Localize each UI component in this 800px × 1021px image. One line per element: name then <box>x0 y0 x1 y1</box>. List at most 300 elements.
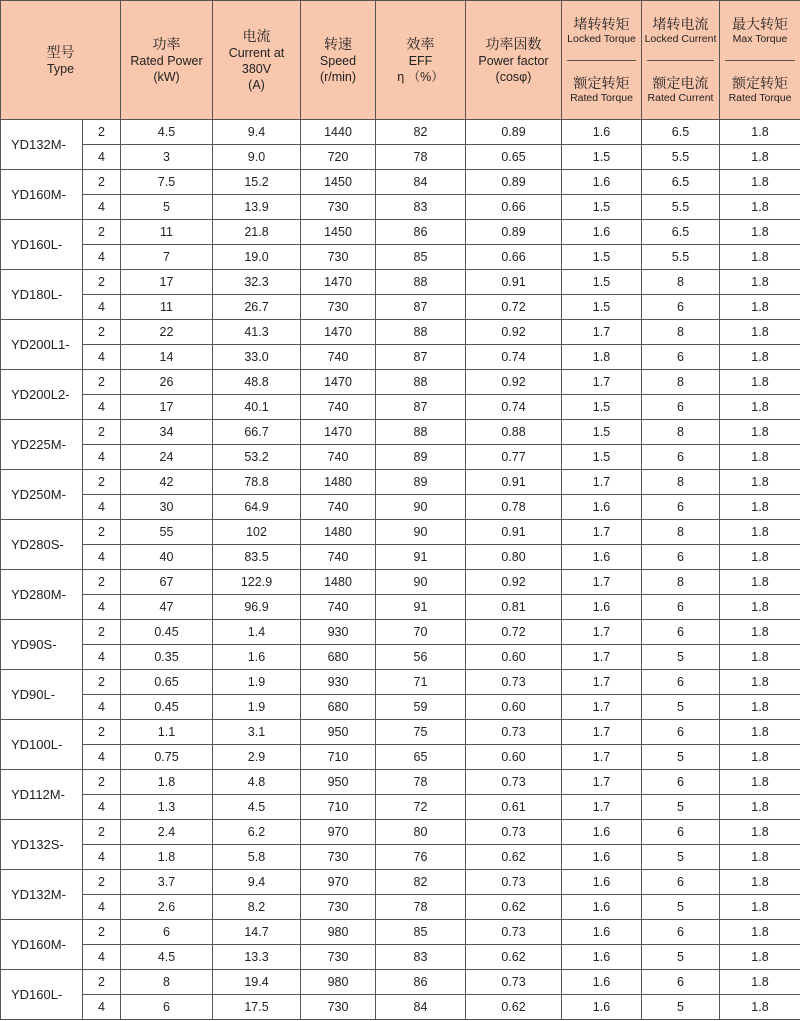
value-cell: 90 <box>376 570 466 595</box>
value-cell: 11 <box>121 295 213 320</box>
value-cell: 32.3 <box>213 270 301 295</box>
value-cell: 1.8 <box>720 595 800 620</box>
col-header-eff <box>376 1 466 120</box>
value-cell: 1.1 <box>121 720 213 745</box>
value-cell: 1.8 <box>720 520 800 545</box>
pole-cell: 2 <box>83 920 121 945</box>
value-cell: 5 <box>642 995 720 1020</box>
value-cell: 1.7 <box>562 645 642 670</box>
value-cell: 59 <box>376 695 466 720</box>
table-row <box>1 995 800 1020</box>
value-cell: 4.5 <box>121 120 213 145</box>
value-cell: 1.6 <box>562 870 642 895</box>
value-cell: 0.74 <box>466 395 562 420</box>
model-type-cell: YD200L2- <box>1 370 83 420</box>
value-cell: 88 <box>376 320 466 345</box>
value-cell: 0.80 <box>466 545 562 570</box>
table-row <box>1 945 800 970</box>
value-cell: 0.45 <box>121 620 213 645</box>
value-cell: 8 <box>642 420 720 445</box>
power-cn: 功率 <box>152 35 181 52</box>
speed-en: Speed <box>319 53 357 68</box>
table-row <box>1 670 800 695</box>
value-cell: 14.7 <box>213 920 301 945</box>
table-row <box>1 395 800 420</box>
value-cell: 48.8 <box>213 370 301 395</box>
value-cell: 6 <box>642 870 720 895</box>
value-cell: 730 <box>301 945 376 970</box>
value-cell: 1.9 <box>213 670 301 695</box>
value-cell: 1.6 <box>562 545 642 570</box>
value-cell: 1.6 <box>562 495 642 520</box>
speed-cn: 转速 <box>324 35 352 52</box>
value-cell: 0.65 <box>466 145 562 170</box>
value-cell: 680 <box>301 645 376 670</box>
pole-cell: 2 <box>83 170 121 195</box>
value-cell: 9.4 <box>213 870 301 895</box>
value-cell: 87 <box>376 295 466 320</box>
value-cell: 0.92 <box>466 570 562 595</box>
rated-torque-cn: 额定转矩 <box>573 74 630 91</box>
value-cell: 30 <box>121 495 213 520</box>
value-cell: 7 <box>121 245 213 270</box>
value-cell: 0.62 <box>466 895 562 920</box>
value-cell: 7.5 <box>121 170 213 195</box>
value-cell: 1.6 <box>213 645 301 670</box>
value-cell: 6 <box>642 345 720 370</box>
value-cell: 740 <box>301 495 376 520</box>
value-cell: 740 <box>301 595 376 620</box>
pole-cell: 2 <box>83 470 121 495</box>
value-cell: 0.73 <box>466 920 562 945</box>
model-type-cell: YD132S- <box>1 820 83 870</box>
pole-cell: 4 <box>83 295 121 320</box>
value-cell: 1.6 <box>562 920 642 945</box>
pole-cell: 4 <box>83 945 121 970</box>
table-row <box>1 520 800 545</box>
value-cell: 34 <box>121 420 213 445</box>
pole-cell: 4 <box>83 395 121 420</box>
value-cell: 0.73 <box>466 670 562 695</box>
pole-cell: 2 <box>83 570 121 595</box>
value-cell: 0.62 <box>466 945 562 970</box>
value-cell: 0.60 <box>466 695 562 720</box>
value-cell: 3.7 <box>121 870 213 895</box>
value-cell: 1.8 <box>720 670 800 695</box>
value-cell: 1.7 <box>562 745 642 770</box>
value-cell: 6 <box>121 920 213 945</box>
value-cell: 6 <box>642 620 720 645</box>
value-cell: 84 <box>376 995 466 1020</box>
value-cell: 6 <box>642 545 720 570</box>
value-cell: 8 <box>642 520 720 545</box>
value-cell: 5.5 <box>642 195 720 220</box>
max-torque-en: Max Torque <box>732 32 788 45</box>
value-cell: 1.8 <box>720 745 800 770</box>
value-cell: 1.8 <box>720 770 800 795</box>
pole-cell: 4 <box>83 245 121 270</box>
value-cell: 1.8 <box>720 220 800 245</box>
value-cell: 730 <box>301 895 376 920</box>
value-cell: 8 <box>642 320 720 345</box>
value-cell: 6 <box>642 595 720 620</box>
value-cell: 1.5 <box>562 145 642 170</box>
table-row <box>1 745 800 770</box>
col-header-current <box>213 1 301 120</box>
value-cell: 1.8 <box>720 345 800 370</box>
locked-torque-cn: 堵转转矩 <box>573 15 630 32</box>
current-en2: 380V <box>241 61 272 76</box>
pf-cn: 功率因数 <box>485 35 542 52</box>
table-row <box>1 445 800 470</box>
value-cell: 1.8 <box>720 545 800 570</box>
value-cell: 1.8 <box>720 120 800 145</box>
value-cell: 5 <box>642 695 720 720</box>
rated-torque-en: Rated Torque <box>570 91 633 104</box>
value-cell: 17.5 <box>213 995 301 1020</box>
model-type-cell: YD250M- <box>1 470 83 520</box>
pole-cell: 4 <box>83 895 121 920</box>
value-cell: 1.8 <box>720 720 800 745</box>
value-cell: 6.2 <box>213 820 301 845</box>
table-row <box>1 420 800 445</box>
value-cell: 0.60 <box>466 645 562 670</box>
locked-current-cn: 堵转电流 <box>652 15 709 32</box>
value-cell: 85 <box>376 920 466 945</box>
power-unit: (kW) <box>153 69 180 84</box>
value-cell: 1.5 <box>562 195 642 220</box>
col-header-locked-current <box>642 1 720 120</box>
value-cell: 1.8 <box>720 445 800 470</box>
value-cell: 6.5 <box>642 170 720 195</box>
pole-cell: 2 <box>83 970 121 995</box>
value-cell: 0.89 <box>466 120 562 145</box>
model-type-cell: YD180L- <box>1 270 83 320</box>
value-cell: 1.8 <box>720 170 800 195</box>
value-cell: 0.72 <box>466 295 562 320</box>
value-cell: 1.6 <box>562 170 642 195</box>
value-cell: 17 <box>121 270 213 295</box>
value-cell: 5 <box>121 195 213 220</box>
value-cell: 6 <box>642 820 720 845</box>
model-type-cell: YD160M- <box>1 920 83 970</box>
value-cell: 1.8 <box>720 395 800 420</box>
value-cell: 91 <box>376 595 466 620</box>
value-cell: 1.8 <box>720 795 800 820</box>
value-cell: 1.7 <box>562 620 642 645</box>
current-unit: (A) <box>248 77 265 92</box>
max-rated-torque-cn: 额定转矩 <box>732 74 788 91</box>
pole-cell: 4 <box>83 995 121 1020</box>
current-cn: 电流 <box>242 27 271 44</box>
value-cell: 22 <box>121 320 213 345</box>
value-cell: 90 <box>376 495 466 520</box>
pole-cell: 4 <box>83 145 121 170</box>
value-cell: 1.6 <box>562 895 642 920</box>
value-cell: 53.2 <box>213 445 301 470</box>
value-cell: 1.3 <box>121 795 213 820</box>
value-cell: 72 <box>376 795 466 820</box>
value-cell: 0.92 <box>466 370 562 395</box>
value-cell: 8 <box>121 970 213 995</box>
pole-cell: 2 <box>83 820 121 845</box>
value-cell: 1.7 <box>562 670 642 695</box>
value-cell: 730 <box>301 295 376 320</box>
model-type-cell: YD112M- <box>1 770 83 820</box>
table-row <box>1 245 800 270</box>
pole-cell: 2 <box>83 370 121 395</box>
value-cell: 0.62 <box>466 995 562 1020</box>
value-cell: 1.8 <box>720 495 800 520</box>
value-cell: 710 <box>301 745 376 770</box>
value-cell: 84 <box>376 170 466 195</box>
value-cell: 0.92 <box>466 320 562 345</box>
pf-en: Power factor <box>478 53 549 68</box>
value-cell: 0.73 <box>466 770 562 795</box>
value-cell: 0.66 <box>466 245 562 270</box>
value-cell: 0.73 <box>466 720 562 745</box>
value-cell: 1480 <box>301 470 376 495</box>
value-cell: 1.8 <box>720 645 800 670</box>
value-cell: 89 <box>376 445 466 470</box>
pf-unit: (cosφ) <box>495 69 532 84</box>
value-cell: 1.7 <box>562 720 642 745</box>
value-cell: 1.8 <box>720 245 800 270</box>
table-row <box>1 770 800 795</box>
value-cell: 2.4 <box>121 820 213 845</box>
value-cell: 70 <box>376 620 466 645</box>
table-row <box>1 620 800 645</box>
value-cell: 5 <box>642 895 720 920</box>
value-cell: 8.2 <box>213 895 301 920</box>
value-cell: 78 <box>376 770 466 795</box>
value-cell: 21.8 <box>213 220 301 245</box>
value-cell: 42 <box>121 470 213 495</box>
value-cell: 64.9 <box>213 495 301 520</box>
value-cell: 5 <box>642 945 720 970</box>
value-cell: 83 <box>376 945 466 970</box>
value-cell: 6 <box>642 770 720 795</box>
table-row <box>1 570 800 595</box>
value-cell: 96.9 <box>213 595 301 620</box>
value-cell: 6.5 <box>642 120 720 145</box>
type-cn: 型号 <box>46 43 75 60</box>
value-cell: 11 <box>121 220 213 245</box>
value-cell: 0.91 <box>466 270 562 295</box>
model-type-cell: YD200L1- <box>1 320 83 370</box>
model-type-cell: YD90L- <box>1 670 83 720</box>
value-cell: 13.9 <box>213 195 301 220</box>
table-row <box>1 345 800 370</box>
value-cell: 91 <box>376 545 466 570</box>
value-cell: 6 <box>642 670 720 695</box>
value-cell: 1.8 <box>720 820 800 845</box>
value-cell: 1.7 <box>562 520 642 545</box>
value-cell: 8 <box>642 570 720 595</box>
value-cell: 730 <box>301 845 376 870</box>
value-cell: 710 <box>301 795 376 820</box>
value-cell: 85 <box>376 245 466 270</box>
model-type-cell: YD225M- <box>1 420 83 470</box>
value-cell: 720 <box>301 145 376 170</box>
pole-cell: 2 <box>83 670 121 695</box>
value-cell: 740 <box>301 395 376 420</box>
value-cell: 5.5 <box>642 145 720 170</box>
pole-cell: 4 <box>83 445 121 470</box>
model-type-cell: YD160L- <box>1 970 83 1020</box>
value-cell: 0.77 <box>466 445 562 470</box>
value-cell: 0.65 <box>121 670 213 695</box>
value-cell: 86 <box>376 970 466 995</box>
max-rated-torque-en: Rated Torque <box>728 91 792 104</box>
value-cell: 3.1 <box>213 720 301 745</box>
value-cell: 40.1 <box>213 395 301 420</box>
value-cell: 78.8 <box>213 470 301 495</box>
value-cell: 680 <box>301 695 376 720</box>
value-cell: 56 <box>376 645 466 670</box>
value-cell: 122.9 <box>213 570 301 595</box>
value-cell: 1.8 <box>720 195 800 220</box>
table-row <box>1 895 800 920</box>
table-row <box>1 495 800 520</box>
value-cell: 1.8 <box>720 420 800 445</box>
pole-cell: 4 <box>83 345 121 370</box>
value-cell: 6 <box>642 495 720 520</box>
model-type-cell: YD160M- <box>1 170 83 220</box>
pole-cell: 2 <box>83 120 121 145</box>
value-cell: 66.7 <box>213 420 301 445</box>
table-row <box>1 970 800 995</box>
model-type-cell: YD280S- <box>1 520 83 570</box>
table-row <box>1 470 800 495</box>
value-cell: 82 <box>376 120 466 145</box>
value-cell: 1470 <box>301 320 376 345</box>
locked-current-en: Locked Current <box>644 32 717 45</box>
value-cell: 24 <box>121 445 213 470</box>
value-cell: 90 <box>376 520 466 545</box>
value-cell: 1.8 <box>121 770 213 795</box>
col-header-max-torque <box>720 1 800 120</box>
value-cell: 0.91 <box>466 520 562 545</box>
pole-cell: 2 <box>83 270 121 295</box>
value-cell: 1450 <box>301 220 376 245</box>
value-cell: 19.4 <box>213 970 301 995</box>
pole-cell: 4 <box>83 195 121 220</box>
value-cell: 6 <box>642 395 720 420</box>
value-cell: 4.5 <box>121 945 213 970</box>
table-row <box>1 595 800 620</box>
value-cell: 2.6 <box>121 895 213 920</box>
table-row <box>1 170 800 195</box>
value-cell: 1480 <box>301 520 376 545</box>
value-cell: 6 <box>642 970 720 995</box>
value-cell: 1.7 <box>562 370 642 395</box>
pole-cell: 2 <box>83 320 121 345</box>
value-cell: 1.7 <box>562 695 642 720</box>
pole-cell: 2 <box>83 770 121 795</box>
value-cell: 930 <box>301 670 376 695</box>
value-cell: 6 <box>121 995 213 1020</box>
value-cell: 55 <box>121 520 213 545</box>
value-cell: 1.5 <box>562 445 642 470</box>
value-cell: 19.0 <box>213 245 301 270</box>
value-cell: 1.7 <box>562 470 642 495</box>
model-type-cell: YD160L- <box>1 220 83 270</box>
value-cell: 1450 <box>301 170 376 195</box>
value-cell: 3 <box>121 145 213 170</box>
value-cell: 47 <box>121 595 213 620</box>
pole-cell: 2 <box>83 520 121 545</box>
value-cell: 4.5 <box>213 795 301 820</box>
value-cell: 0.88 <box>466 420 562 445</box>
value-cell: 5 <box>642 645 720 670</box>
value-cell: 17 <box>121 395 213 420</box>
value-cell: 970 <box>301 820 376 845</box>
table-row <box>1 820 800 845</box>
value-cell: 0.60 <box>466 745 562 770</box>
value-cell: 1.8 <box>720 470 800 495</box>
value-cell: 1.8 <box>121 845 213 870</box>
value-cell: 9.4 <box>213 120 301 145</box>
value-cell: 102 <box>213 520 301 545</box>
value-cell: 26 <box>121 370 213 395</box>
eff-unit: η （%） <box>397 69 444 84</box>
value-cell: 6 <box>642 920 720 945</box>
value-cell: 0.73 <box>466 820 562 845</box>
value-cell: 1.8 <box>720 620 800 645</box>
table-row <box>1 270 800 295</box>
value-cell: 740 <box>301 545 376 570</box>
value-cell: 87 <box>376 395 466 420</box>
value-cell: 1480 <box>301 570 376 595</box>
pole-cell: 4 <box>83 645 121 670</box>
value-cell: 1.8 <box>720 920 800 945</box>
value-cell: 980 <box>301 970 376 995</box>
model-type-cell: YD132M- <box>1 870 83 920</box>
col-header-speed <box>301 1 376 120</box>
value-cell: 1.8 <box>720 370 800 395</box>
pole-cell: 4 <box>83 695 121 720</box>
rated-current-cn: 额定电流 <box>652 74 709 91</box>
value-cell: 1.8 <box>720 845 800 870</box>
table-row <box>1 320 800 345</box>
value-cell: 1.8 <box>720 970 800 995</box>
col-header-pf <box>466 1 562 120</box>
value-cell: 75 <box>376 720 466 745</box>
value-cell: 0.73 <box>466 870 562 895</box>
table-row <box>1 920 800 945</box>
table-row <box>1 145 800 170</box>
value-cell: 1.7 <box>562 570 642 595</box>
value-cell: 6 <box>642 445 720 470</box>
value-cell: 1.8 <box>720 895 800 920</box>
pole-cell: 4 <box>83 845 121 870</box>
value-cell: 1.6 <box>562 220 642 245</box>
col-header-power <box>121 1 213 120</box>
value-cell: 1.8 <box>720 295 800 320</box>
table-row <box>1 220 800 245</box>
table-row <box>1 870 800 895</box>
value-cell: 83.5 <box>213 545 301 570</box>
table-row <box>1 295 800 320</box>
value-cell: 78 <box>376 895 466 920</box>
value-cell: 0.75 <box>121 745 213 770</box>
value-cell: 1.8 <box>720 570 800 595</box>
pole-cell: 2 <box>83 220 121 245</box>
value-cell: 82 <box>376 870 466 895</box>
value-cell: 88 <box>376 270 466 295</box>
value-cell: 1470 <box>301 270 376 295</box>
